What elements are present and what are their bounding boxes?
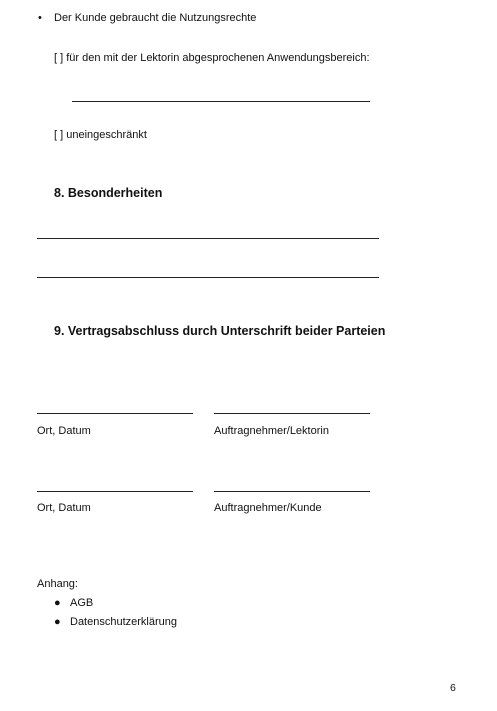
option-limited: [ ] für den mit der Lektorin abgesprochenen Anwendungsbereich: — [54, 52, 370, 64]
label-kunde: Auftragnehmer/Kunde — [214, 502, 322, 514]
label-place-date-1: Ort, Datum — [37, 425, 91, 437]
fill-line-scope — [72, 101, 370, 102]
section-9-heading: 9. Vertragsabschluss durch Unterschrift beider Parteien — [54, 324, 386, 338]
signature-line-place-date-2 — [37, 491, 193, 492]
fill-line-2 — [37, 277, 379, 278]
signature-line-place-date-1 — [37, 413, 193, 414]
section-8-heading: 8. Besonderheiten — [54, 186, 163, 200]
appendix-label: Anhang: — [37, 578, 78, 590]
label-place-date-2: Ort, Datum — [37, 502, 91, 514]
signature-line-lektorin — [214, 413, 370, 414]
bullet-dot: • — [38, 12, 42, 24]
appendix-bullet-2: ● — [54, 616, 61, 628]
option-unlimited: [ ] uneingeschränkt — [54, 129, 147, 141]
page-number: 6 — [450, 682, 456, 694]
appendix-item-privacy: Datenschutzerklärung — [70, 616, 178, 628]
fill-line-1 — [37, 238, 379, 239]
appendix-bullet-1: ● — [54, 597, 61, 609]
usage-bullet-text: Der Kunde gebraucht die Nutzungsrechte — [54, 12, 257, 24]
label-lektorin: Auftragnehmer/Lektorin — [214, 425, 329, 437]
appendix-item-agb: AGB — [70, 597, 94, 609]
signature-line-kunde — [214, 491, 370, 492]
